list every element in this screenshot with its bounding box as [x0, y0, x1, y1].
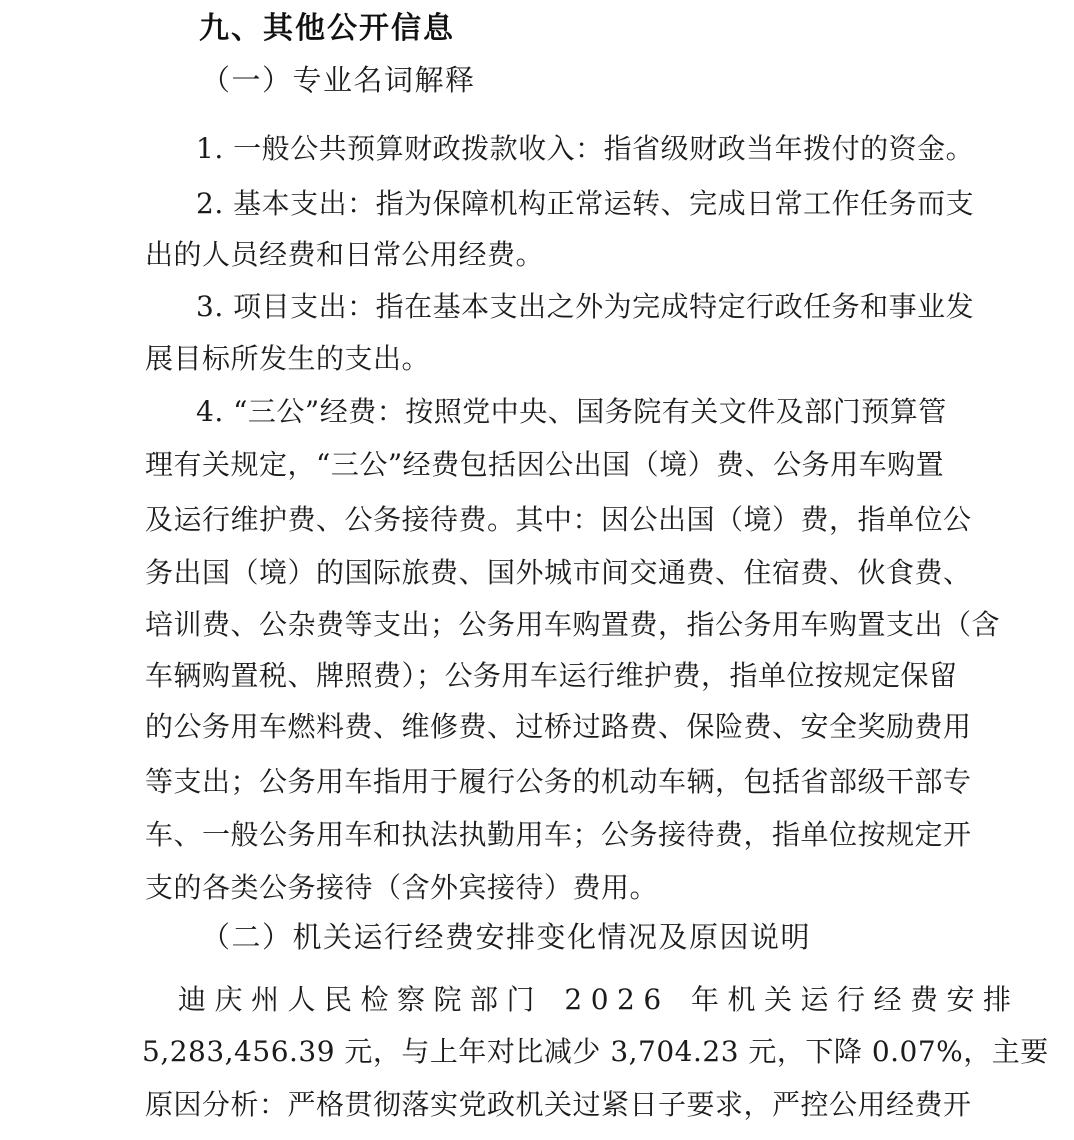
term-4-line-5: 培训费、公杂费等支出；公务用车购置费，指公务用车购置支出（含 [145, 608, 1001, 641]
paragraph-line-2: 5,283,456.39 元，与上年对比减少 3,704.23 元，下降 0.07%，主要 [142, 1035, 1049, 1068]
term-4-line-1: 4. “三公”经费：按照党中央、国务院有关文件及部门预算管 [196, 395, 947, 428]
term-4-line-7: 的公务用车燃料费、维修费、过桥过路费、保险费、安全奖励费用 [145, 710, 972, 743]
term-2-line-2: 出的人员经费和日常公用经费。 [145, 238, 545, 271]
term-1-line-1: 1. 一般公共预算财政拨款收入：指省级财政当年拨付的资金。 [196, 132, 975, 165]
term-3-line-2: 展目标所发生的支出。 [145, 342, 431, 375]
term-3-line-1: 3. 项目支出：指在基本支出之外为完成特定行政任务和事业发 [196, 290, 975, 323]
paragraph-line-1: 迪庆州人民检察院部门 2026 年机关运行经费安排 [178, 983, 1020, 1016]
term-4-line-8: 等支出；公务用车指用于履行公务的机动车辆，包括省部级干部专 [145, 765, 972, 798]
term-4-line-6: 车辆购置税、牌照费）；公务用车运行维护费，指单位按规定保留 [145, 659, 958, 692]
subsection-1-heading: （一）专业名词解释 [201, 63, 476, 97]
paragraph-line-3: 原因分析：严格贯彻落实党政机关过紧日子要求，严控公用经费开 [145, 1088, 972, 1121]
term-4-line-2: 理有关规定，“三公”经费包括因公出国（境）费、公务用车购置 [145, 448, 945, 481]
term-4-line-10: 支的各类公务接待（含外宾接待）费用。 [145, 871, 659, 904]
term-4-line-9: 车、一般公务用车和执法执勤用车；公务接待费，指单位按规定开 [145, 818, 972, 851]
term-2-line-1: 2. 基本支出：指为保障机构正常运转、完成日常工作任务而支 [196, 187, 975, 220]
term-4-line-4: 务出国（境）的国际旅费、国外城市间交通费、住宿费、伙食费、 [145, 556, 972, 589]
subsection-2-heading: （二）机关运行经费安排变化情况及原因说明 [201, 920, 812, 954]
section-heading: 九、其他公开信息 [199, 11, 455, 46]
term-4-line-3: 及运行维护费、公务接待费。其中：因公出国（境）费，指单位公 [145, 503, 972, 536]
